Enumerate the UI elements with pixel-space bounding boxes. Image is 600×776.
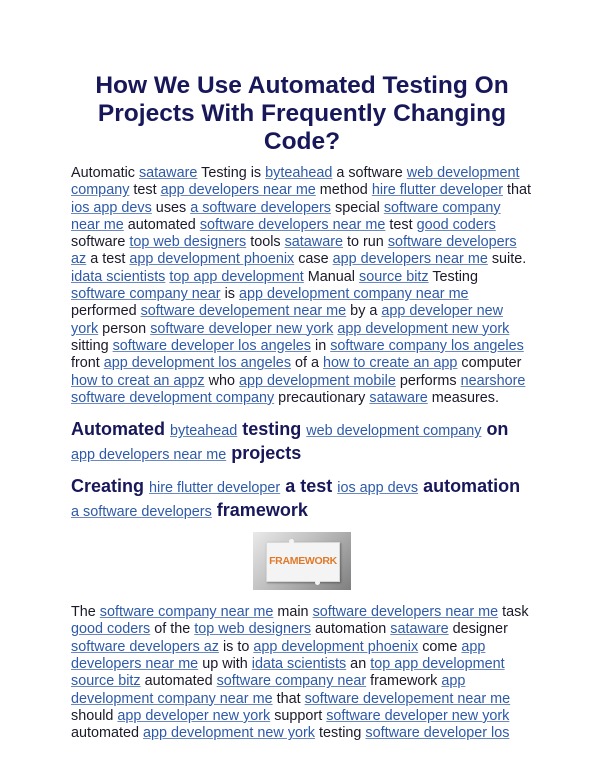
- text-run: software: [71, 234, 130, 251]
- inline-link[interactable]: software developers near me: [199, 216, 386, 233]
- text-run: who: [204, 372, 240, 389]
- inline-link[interactable]: ios app devs: [337, 480, 419, 497]
- text-run: designer: [448, 621, 508, 638]
- text-run: by a: [346, 303, 382, 320]
- puzzle-pieces-icon: [266, 542, 340, 582]
- text-run: special: [331, 199, 384, 216]
- inline-link[interactable]: a software developers: [190, 199, 332, 216]
- inline-link[interactable]: software developement near me: [304, 690, 511, 707]
- text-run: test: [385, 216, 417, 233]
- text-run: a test: [280, 476, 338, 497]
- inline-link[interactable]: app developer new york: [71, 303, 504, 337]
- text-run: suite.: [487, 251, 527, 268]
- text-run: support: [270, 707, 327, 724]
- text-run: tools: [246, 234, 285, 251]
- document-page: [71, 72, 533, 743]
- inline-link[interactable]: app development company near me: [71, 673, 466, 707]
- text-run: on: [481, 419, 509, 440]
- text-run: computer: [457, 355, 522, 372]
- text-run: that: [272, 690, 305, 707]
- text-run: case: [294, 251, 333, 268]
- text-run: projects: [226, 443, 302, 464]
- inline-link[interactable]: app developers near me: [332, 251, 488, 268]
- inline-link[interactable]: software company los angeles: [330, 337, 524, 354]
- text-run: Automatic: [71, 165, 139, 181]
- inline-link[interactable]: source bitz: [71, 673, 141, 690]
- intro-paragraph: [71, 165, 533, 407]
- inline-link[interactable]: hire flutter developer: [149, 480, 281, 497]
- inline-link[interactable]: software developer new york: [326, 707, 510, 724]
- text-run: a test: [86, 251, 130, 268]
- text-run: a software: [332, 165, 407, 181]
- inline-link[interactable]: sataware: [369, 389, 428, 406]
- inline-link[interactable]: web development company: [71, 165, 520, 199]
- text-run: test: [129, 182, 161, 199]
- page-title: How We Use Automated Testing On Projects With Frequently Changing Code?: [95, 72, 509, 155]
- inline-link[interactable]: software company near: [216, 673, 367, 690]
- inline-link[interactable]: ios app devs: [71, 199, 152, 216]
- inline-link[interactable]: idata scientists: [71, 268, 166, 285]
- text-run: automated: [71, 725, 144, 742]
- inline-link[interactable]: top app development: [370, 656, 505, 673]
- inline-link[interactable]: byteahead: [170, 423, 238, 440]
- text-run: automated: [123, 216, 200, 233]
- text-run: Testing: [428, 268, 478, 285]
- text-run: Automated: [71, 419, 170, 440]
- text-run: that: [503, 182, 532, 199]
- text-run: uses: [151, 199, 191, 216]
- text-run: method: [315, 182, 372, 199]
- inline-link[interactable]: app developers near me: [71, 447, 227, 464]
- text-run: Manual: [303, 268, 360, 285]
- inline-link[interactable]: software developer los angeles: [112, 337, 311, 354]
- text-run: measures.: [427, 389, 499, 406]
- text-run: come: [418, 638, 462, 655]
- inline-link[interactable]: web development company: [306, 423, 482, 440]
- inline-link[interactable]: software developement near me: [140, 303, 347, 320]
- inline-link[interactable]: app development phoenix: [253, 638, 419, 655]
- inline-link[interactable]: how to create an app: [323, 355, 458, 372]
- inline-link[interactable]: software developers near me: [312, 604, 499, 621]
- inline-link[interactable]: app developers near me: [160, 182, 316, 199]
- inline-link[interactable]: how to creat an appz: [71, 372, 205, 389]
- text-run: up with: [198, 656, 252, 673]
- inline-link[interactable]: app developer new york: [117, 707, 271, 724]
- text-run: to run: [343, 234, 388, 251]
- text-run: is to: [218, 638, 254, 655]
- inline-link[interactable]: sataware: [138, 165, 198, 181]
- text-run: Testing is: [197, 165, 266, 181]
- inline-link[interactable]: app development phoenix: [129, 251, 295, 268]
- inline-link[interactable]: software developer new york: [150, 320, 334, 337]
- text-run: performed: [71, 303, 141, 320]
- text-run: automated: [140, 673, 217, 690]
- text-run: sitting: [71, 337, 113, 354]
- inline-link[interactable]: app development new york: [337, 320, 510, 337]
- inline-link[interactable]: hire flutter developer: [371, 182, 504, 199]
- inline-link[interactable]: app developers near me: [71, 638, 486, 673]
- framework-image: [253, 532, 351, 590]
- text-run: automation: [418, 476, 521, 497]
- text-run: testing: [315, 725, 366, 742]
- inline-link[interactable]: app development los angeles: [103, 355, 292, 372]
- text-run: of a: [291, 355, 324, 372]
- inline-link[interactable]: nearshore software development company: [71, 372, 526, 406]
- inline-link[interactable]: software company near: [71, 286, 221, 303]
- inline-link[interactable]: top web designers: [194, 621, 312, 638]
- inline-link[interactable]: software developer los: [365, 725, 510, 742]
- text-run: framework: [211, 500, 308, 521]
- text-run: performs: [395, 372, 461, 389]
- text-run: is: [220, 286, 239, 303]
- inline-link[interactable]: app development mobile: [239, 372, 396, 389]
- text-run: precautionary: [274, 389, 370, 406]
- inline-link[interactable]: good coders: [416, 216, 496, 233]
- section-heading-creating-framework: [71, 475, 533, 523]
- text-run: main: [273, 604, 313, 621]
- inline-link[interactable]: top app development: [169, 268, 304, 285]
- inline-link[interactable]: good coders: [71, 621, 151, 638]
- text-run: testing: [237, 419, 307, 440]
- body-paragraph: [71, 604, 533, 742]
- inline-link[interactable]: app development new york: [143, 725, 316, 742]
- text-run: task: [498, 604, 529, 621]
- inline-link[interactable]: source bitz: [359, 268, 429, 285]
- inline-link[interactable]: a software developers: [71, 504, 212, 521]
- text-run: in: [311, 337, 331, 354]
- text-run: Creating: [71, 476, 150, 497]
- inline-link[interactable]: software company near me: [99, 604, 274, 621]
- section-heading-automated-testing: [71, 418, 533, 466]
- text-run: person: [98, 320, 151, 337]
- inline-link[interactable]: top web designers: [129, 234, 247, 251]
- inline-link[interactable]: software developers az: [71, 638, 219, 655]
- text-run: front: [71, 355, 104, 372]
- inline-link[interactable]: software developers az: [71, 234, 517, 268]
- inline-link[interactable]: app development company near me: [238, 286, 469, 303]
- inline-link[interactable]: sataware: [284, 234, 344, 251]
- inline-link[interactable]: byteahead: [265, 165, 333, 181]
- text-run: framework: [366, 673, 442, 690]
- inline-link[interactable]: sataware: [390, 621, 449, 638]
- framework-image-label: FRAMEWORK: [269, 555, 337, 568]
- inline-link[interactable]: software company near me: [71, 199, 501, 233]
- text-run: an: [346, 656, 371, 673]
- text-run: The: [71, 604, 100, 621]
- text-run: should: [71, 707, 118, 724]
- text-run: automation: [311, 621, 391, 638]
- inline-link[interactable]: idata scientists: [251, 656, 347, 673]
- text-run: of the: [150, 621, 195, 638]
